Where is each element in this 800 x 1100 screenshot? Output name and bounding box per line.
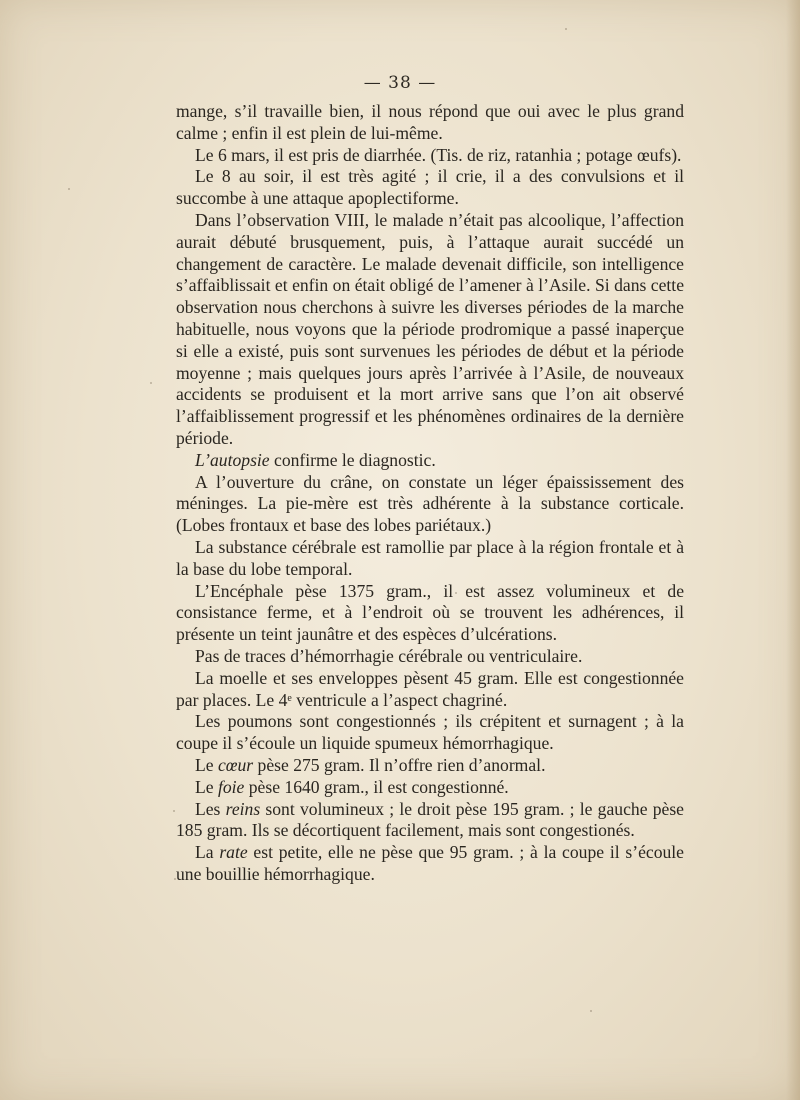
paragraph bbox=[176, 711, 684, 755]
paragraph-text: Le 6 mars, il est pris de diarrhée. (Tis. de riz, ratanhia ; potage œufs). bbox=[195, 144, 682, 165]
page-edge-shadow bbox=[786, 0, 800, 1100]
paragraph bbox=[176, 799, 684, 843]
paragraph-text: confirme le diagnostic. bbox=[269, 449, 436, 470]
paragraph-text: La substance cérébrale est ramollie par place à la région frontale et à la base du lobe temporal. bbox=[176, 536, 684, 579]
paragraph-text: La bbox=[195, 842, 220, 863]
paragraph-text: sont volumineux ; le droit pèse 195 gram. ; le gauche pèse 185 gram. Ils se décortiquent facilement, mais sont congestionés. bbox=[176, 798, 684, 841]
page-number: — 38 — bbox=[363, 73, 437, 93]
body-text bbox=[176, 101, 684, 886]
paragraph bbox=[176, 581, 684, 646]
paragraph bbox=[176, 101, 684, 145]
paragraph-text: pèse 1640 gram., il est congestionné. bbox=[244, 776, 509, 797]
paragraph-text: Les poumons sont congestionnés ; ils crépitent et surnagent ; à la coupe il s’écoule un liquide spumeux hémorrhagique. bbox=[176, 711, 684, 754]
paragraph bbox=[176, 537, 684, 581]
paragraph-text: ventricule a l’aspect chagriné. bbox=[291, 689, 508, 710]
italic-term: rate bbox=[219, 842, 248, 863]
paragraph bbox=[176, 472, 684, 537]
paragraph-text: Le bbox=[195, 776, 218, 797]
italic-term: L’autopsie bbox=[195, 449, 270, 470]
italic-term: foie bbox=[217, 776, 245, 797]
paragraph bbox=[176, 145, 684, 167]
paragraph bbox=[176, 777, 684, 799]
paragraph bbox=[176, 166, 684, 210]
paragraph-text: L’Encéphale pèse 1375 gram., il est assez volumineux et de consistance ferme, et à l’endroit où se trouvent les adhérences, il présente un teint jaunâtre et des espèces d’ulcérations. bbox=[176, 580, 684, 645]
paragraph bbox=[176, 646, 684, 668]
paragraph-text: Le bbox=[195, 754, 218, 775]
paragraph-text: Le 8 au soir, il est très agité ; il crie, il a des convulsions et il succombe à une attaque apoplectiforme. bbox=[176, 166, 684, 209]
paragraph bbox=[176, 842, 684, 886]
paragraph bbox=[176, 210, 684, 450]
paragraph bbox=[176, 450, 684, 472]
paragraph bbox=[176, 755, 684, 777]
italic-term: reins bbox=[225, 798, 261, 819]
paragraph bbox=[176, 668, 684, 712]
paragraph-text: A l’ouverture du crâne, on constate un léger épaississement des méninges. La pie-mère est très adhérente à la substance corticale. (Lobes frontaux et base des lobes pariétaux.) bbox=[176, 471, 684, 536]
paragraph-text: mange, s’il travaille bien, il nous répond que oui avec le plus grand calme ; enfin il est plein de lui-même. bbox=[176, 101, 684, 143]
paragraph-text: Dans l’observation VIII, le malade n’était pas alcoolique, l’affection aurait débuté brusquement, puis, à l’attaque aurait succédé un changement de caractère. Le malade devenait difficile, son intelligence s’affaiblissait et enfin on était obligé de l’amener à l’Asile. Si dans cette observation nous cherchons à suivre les diverses périodes de la marche habituelle, nous voyons que la période prodromique a passé inaperçue si elle a existé, puis sont survenues les périodes de début et la période moyenne ; mais quelques jours après l’arrivée à l’Asile, de nouveaux accidents se produisent et la mort arrive sans que l’on ait observé l’affaiblissement progressif et les phénomènes ordinaires de la dernière période. bbox=[176, 209, 684, 448]
paragraph-text: Les bbox=[195, 798, 226, 819]
paragraph-text: pèse 275 gram. Il n’offre rien d’anormal. bbox=[253, 754, 546, 775]
italic-term: cœur bbox=[217, 754, 254, 775]
paragraph-text: est petite, elle ne pèse que 95 gram. ; à la coupe il s’écoule une bouillie hémorrhagique. bbox=[176, 842, 684, 884]
paragraph-text: La moelle et ses enveloppes pèsent 45 gram. Elle est congestionnée par places. Le 4 bbox=[176, 667, 684, 710]
superscript: e bbox=[287, 692, 292, 704]
paragraph-text: Pas de traces d’hémorrhagie cérébrale ou ventriculaire. bbox=[195, 645, 583, 666]
